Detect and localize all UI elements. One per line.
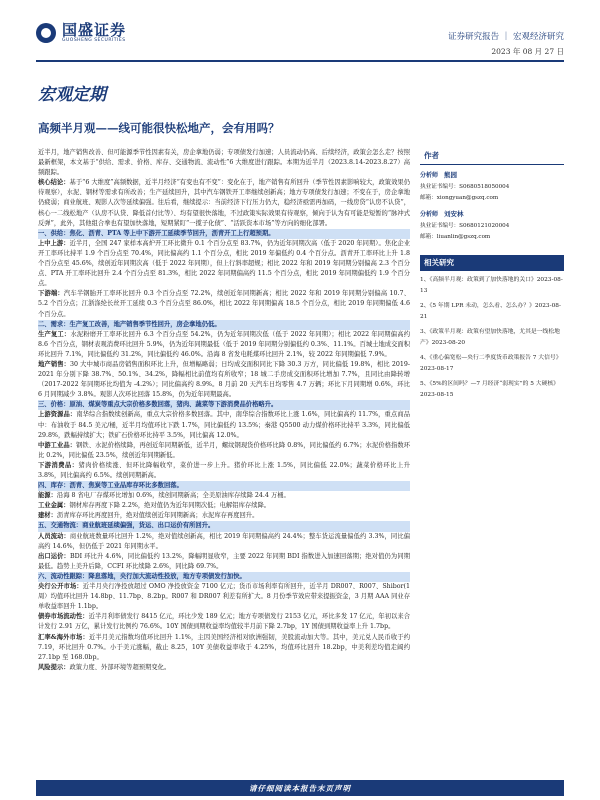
label: 汇率&海外市场： [38,633,89,641]
main-body [38,148,410,673]
demand-production [38,330,410,360]
report-title: 高频半月观——线可能很快松地产，会有用吗？ [38,121,280,135]
report-type: 证券研究报告 ｜ 宏观经济研究 [448,32,564,42]
section-demand-title: 二、需求：生产复工改善，地产销售季节性回升，房企拿地仍低。 [38,320,410,330]
related-research-item[interactable]: 2、《5 年期 LPR 未动，怎么看、怎么办？》2023-08-21 [420,303,561,320]
risk-warning [38,663,410,673]
section-supply-title: 一、供给：焦化、沥青、PTA 等上中下游开工延续季节回升，沥青开工上行超预期。 [38,229,410,239]
text: 近半月美元指数均值环比回升 1.1%，主因美国经济相对欧洲强韧，美股流动加大等。其中，美元兑人民币收于约 7.19，环比回升 0.7%。小于美元涨幅，截止 8.25，10Y 美债收益率收于 4.25%，均值环比回升 18.2bp，中美利差均值走阔约 27.1bp 至 168.0bp。 [38,633,411,661]
author-license: 执业证书编号：S0680121020004 [420,223,510,229]
page-footer [0,776,600,800]
company-logo [36,22,126,43]
related-research-heading: 相关研究 [420,255,564,271]
intro-text: 近半月，地产销售改善、但可能源季节性因素有关，房企拿地仍弱；专项债发行加速；人员流动仍高、后续经济，政策会怎么走？按照最新框架，本文基于“供给、需求、价格、库存、交通物流、流动性”6 大维度进行跟踪。本期为近半月（2023.8.14-2023.8.27）高频跟踪。 [38,149,410,177]
logo-name-en: GUOSHENG SECURITIES [62,38,126,43]
label: 地产销售： [38,360,71,368]
price-downstream [38,461,410,481]
text: 商业航班数量环比回升 1.2%，绝对值续创新高，相比 2019 年同期偏高约 24.4%；整车货运流量偏低约 3.3%，同比偏高约 14.6%，但仍低于 2021 年同期水平。 [38,532,410,550]
inventory-metals [38,501,410,511]
section-logistics-title: 五、交通物流：商业航班延续偏强，货运、出口运价有所回升。 [38,521,410,531]
author-name: 熊园 [444,171,458,179]
demand-property [38,360,410,400]
text: 沿海 8 省电厂存煤环比增加 0.6%，续创同期新高；全美原油库存续降 24.4 万桶。 [56,492,290,500]
report-category: 宏观定期 [38,85,106,105]
text: 水泥粉磨开工率环比回升 6.3 个百分点至 54.2%，仍为近年同期次低（低于 2022 年同期）；相比 2022 年同期偏高约 8.6 个百分点，钢材表观消费环比回升 5.9%，仍为近年同期最低（低于 2019 年同期分别偏低约 0.3%、11.1%。百城土地成交面积环比回升 7.1%，同比偏低约 31.2%，同比偏低约 46.0%。沿海 8 省发电耗煤环比回升 2.1%，较 2022 年同期偏低 7.9%。 [38,330,410,358]
label: 人员流动： [38,532,70,540]
text: 近半月央行净投放超过 OMO 净投放资金 7100 亿元；货币市场利率有所回升，近半月 DR007、R007、Shibor(1 周）均值环比回升 14.8bp、11.7bp、8.2bp。R007 和 DR007 利差有所扩大。8 月份季节效应带来提振资金，3 月期 AAA 同业存单收益率回升 1.1bp。 [38,583,410,611]
inventory-energy [38,491,410,501]
text: BDI 环比升 4.6%，同比偏低约 13.2%，降幅明显收窄，主要 2022 年同期 BDI 指数进入加速回落期；绝对值仍为同期最低。趋势上美升后降，CCFI 环比续降 2.6%，同比降 69.7%。 [38,552,411,570]
text: 政策力度、外部环境等超预期变化。 [69,663,171,671]
author-name: 刘安林 [444,210,464,218]
text: 南华综合指数续创新高，重点大宗价格多数回落。其中，南华综合指数环比上涨 1.6%，同比偏高约 11.7%，重点商品中：布油收于 84.5 美元/桶，近半月均值环比下跌 1.7%，同比偏低约 13.5%；秦港 Q5500 动力煤价格环比持平 3.3%，同比偏低 29.8%，跌幅持续扩大；铁矿石价格环比持平 3.5%，同比偏高 12.0%。 [38,411,410,439]
text: 猪肉价格续涨、但环比降幅收窄，菜价进一步上升。猪价环比上涨 1.5%，同比偏低 22.0%；蔬菜价格环比上升 3.8%，同比偏高约 6.5%。续创同期新高。 [38,461,410,479]
label: 下游端： [38,290,64,298]
core-label: 核心结论： [38,179,70,187]
author-card [420,209,564,243]
related-research-item[interactable]: 1、《高频半月观：政策到了加快落地的关口》2023-08-13 [420,277,563,294]
text: 30 大中城市商品房销售面积环比上升，但增幅略弱；日均成交面积同比下降 30.3 万方，同比偏低 19.8%，相比 2019-2021 年分别下降 38.7%、50.1%、34.2%，降幅相比前值均有所收窄；18 城二手房成交面积环比增加 7.7%，且同比由降转增（2017-2022 年同期环比均值为 -4.2%）；同比偏高约 8.9%。8 月前 20 天汽车日均零售 4.7 万辆；环比下月同期增 0.6%，环比 6 月同期减少 3.8%。观影人次环比回落 15.8%，仍为近年同期最高。 [38,360,411,399]
text: 近半月，全国 247 家样本高炉开工环比微升 0.1 个百分点至 83.7%，仍为近年同期次高（低于 2020 年同期）。焦化企业开工率环比持平 1.9 个百分点至 70.4%，同比偏高约 1.1 个百分点，相比 2019 年偏低约 0.4 个百分点。沥青开工率环比上升 1.8 个百分点至 45.6%，续创近年同期次高（低于 2022 年同期），但上行斜率超规；相比 2022 年和 2019 年同期分别偏高 2.3 个百分点、PTA 开工率环比回升 2.4 个百分点至 81.3%，相比 2022 年同期偏高约 11.5 个百分点，相比 2019 年同期偏低约 1.9 个百分点。 [38,239,410,288]
sidebar [420,148,564,405]
inventory-building [38,511,410,521]
supply-downstream [38,289,410,319]
text: 汽车半钢胎开工率环比回升 0.3 个百分点至 72.2%，续创近年同期新高；相比 2022 年和 2019 年同期分别偏高 10.7、5.2 个百分点；江浙涤纶长丝开工延续 0.3 个百分点至 86.0%，相比 2022 年同期偏高 18.5 个百分点，相比 2019 年同期偏低 4.6 个百分点。 [38,290,410,318]
text: 近半月利率债发行 8415 亿元，环比少发 189 亿元；地方专项债发行 2153 亿元，环比多发 17 亿元，年初以来合计发行 2.91 万亿，累计发行比例约 76.6%。10Y 国债到期收益率均值较半月前下降 2.7bp，1Y 国债到期收益率上升 1.7bp。 [38,613,410,631]
liquidity-bond [38,612,410,632]
label: 上中上游： [38,239,70,247]
text: 钢材库存再度下降 2.2%，绝对值仍为近年同期次低；电解铝库存续降。 [69,502,271,510]
price-upstream [38,410,410,440]
label: 建材： [38,512,57,520]
liquidity-fx [38,633,410,663]
author-email[interactable]: 邮箱：liuanlin@gszq.com [420,234,491,240]
author-card [420,170,564,204]
label: 生产复工： [38,330,71,338]
core-text: 基于“6 大维度”高频数据，近半月经济“有变也有不变”：变化在于，地产销售有所回升（季节性因素影响较大，政策效果仍待观察），水泥、钢材等需求有所改善；生产延续回升，其中汽车钢铁开工率继续创新高；地方专项债发行加速；不变在于，房企拿地仍疲弱；商业航班、观影人次等延续偏强。往后看，继续提示：当前经济下行压力仍大，稳经济亟需再加码，一线房贷“认房不认贷”，核心一二线松地产（认房不认贷、降低首付比等）、均有望很快落地，不过政策实际效果有待观察，倾向于认为有可能是短暂的“脉冲式反弹”，此外，其他组合拳也有望加快落地，短期紧盯“一揽子化债”、“活跃资本市场”等方向的细化部署。 [38,179,410,227]
author-license: 执业证书编号：S0680518050004 [420,184,510,190]
section-liquidity-title: 六、流动性跟踪：降息落地，央行加大流动性投放，地方专项债发行加快。 [38,572,410,582]
label: 中游工业品： [38,441,77,449]
logo-name-cn: 国盛证券 [62,21,127,39]
text: 钢铁、水泥价格续降，再创近年同期新低，近半月，螺纹钢现货价格环比降 0.8%，同比偏低约 6.7%；水泥价格指数环比 0.2%，同比偏低 23.5%，续创近年同期新低。 [38,441,411,459]
section-inventory-title: 四、库存：沥青、焦炭等工业品库存环比多数回落。 [38,481,410,491]
related-research-item[interactable]: 4、《重心偏宽松—央行二季度货币政策报告 7 大信号》2023-08-17 [420,355,562,372]
related-research-item[interactable]: 5、《5%的区间吗？—7 月经济“弱现实”的 5 大硬核》2023-08-15 [420,381,559,398]
author-role: 分析师 [420,172,439,179]
label: 风险提示： [38,663,70,671]
page-header [0,0,600,64]
label: 央行公开市场： [38,583,83,591]
label: 能源： [38,492,57,500]
header-divider [36,60,564,62]
intro-paragraph [38,148,410,178]
label: 下游消费品： [38,461,79,469]
authors-heading: 作者 [420,148,564,165]
core-conclusion [38,178,410,228]
text: 沥青库存环比再度回升，绝对值续创近年同期新高；水泥库存再度回升。 [56,512,259,520]
related-research-item[interactable]: 3、《政策半月观：政策有望加快落地，尤其是一线松地产》2023-08-20 [420,329,560,346]
label: 出口运价： [38,552,70,560]
label: 工业金属： [38,502,70,510]
liquidity-central-bank [38,582,410,612]
logistics-people [38,532,410,552]
report-date: 2023 年 08 月 27 日 [491,47,564,56]
author-role: 分析师 [420,211,439,218]
price-midstream [38,441,410,461]
label: 债券市场流动性： [38,613,89,621]
footer-disclaimer: 请仔细阅读本报告末页声明 [249,784,351,793]
logo-mark-icon [36,23,56,43]
section-price-title: 三、价格：原油、煤炭等重点大宗价格多数回落，猪肉、蔬菜等下游消费品价格略升。 [38,400,410,410]
supply-upstream [38,239,410,289]
logistics-freight [38,552,410,572]
author-email[interactable]: 邮箱：xiongyuan@gszq.com [420,195,499,201]
label: 上游资源品： [38,411,77,419]
